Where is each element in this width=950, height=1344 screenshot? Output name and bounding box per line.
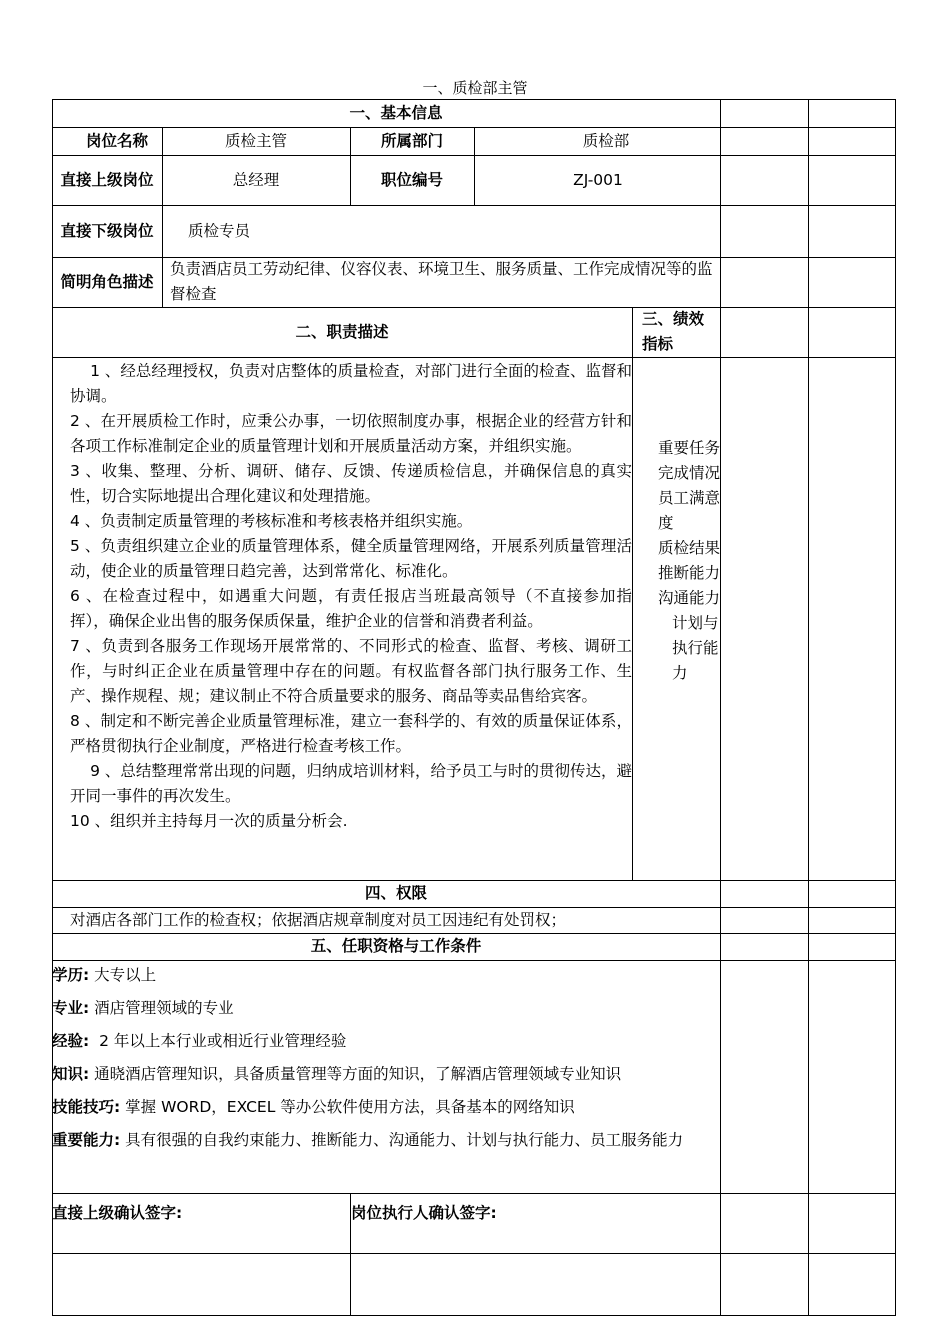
knowledge-label: 知识: (52, 1065, 90, 1083)
authority-heading: 四、权限 (364, 884, 427, 902)
duty-item: 9 、总结整理常常出现的问题，归纳成培训材料，给予员工与时的贯彻传达，避开同一事件的再次发生。 (70, 762, 632, 805)
education-row (52, 959, 714, 992)
kpi-item: 计划与执行能力 (672, 614, 719, 682)
kpi-item: 重要任务完成情况 (658, 439, 721, 482)
superior-signature-label: 直接上级确认签字: (52, 1204, 183, 1222)
superior-label: 直接上级岗位 (60, 170, 154, 189)
skills-value: 掌握 WORD，EXCEL 等办公软件使用方法，具备基本的网络知识 (125, 1098, 575, 1116)
role-value: 负责酒店员工劳动纪律、仪容仪表、环境卫生、服务质量、工作完成情况等的监督检查 (170, 260, 713, 303)
superior-value: 总经理 (232, 170, 280, 189)
duty-item: 2 、在开展质检工作时，应秉公办事，一切依照制度办事，根据企业的经营方针和各项工作标准制定企业的质量管理计划和开展质量活动方案，并组织实施。 (70, 412, 632, 455)
education-label: 学历: (52, 966, 90, 984)
major-row (52, 992, 714, 1025)
duty-item: 7 、负责到各服务工作现场开展常常的、不同形式的检查、监督、考核、调研工作，与时纠正企业在质量管理中存在的问题。有权监督各部门执行服务工作、生产、操作规程、规；建议制止不符合质量要求的服务、商品等卖品售给宾客。 (70, 637, 632, 705)
duty-item: 1 、经总经理授权，负责对店整体的质量检查，对部门进行全面的检查、监督和协调。 (70, 362, 632, 405)
qualification-heading: 五、任职资格与工作条件 (310, 937, 482, 955)
executor-signature-label: 岗位执行人确认签字: (351, 1204, 497, 1222)
kpi-list (642, 436, 720, 686)
kpi-heading: 三、绩效指标 (642, 310, 705, 353)
duties-heading: 二、职责描述 (295, 322, 389, 341)
duty-item: 5 、负责组织建立企业的质量管理体系，健全质量管理网络，开展系列质量管理活动，使企业的质量管理日趋完善，达到常常化、标准化。 (70, 537, 632, 580)
kpi-item: 沟通能力 (658, 589, 721, 607)
basic-info-heading: 一、基本信息 (349, 103, 443, 122)
role-label: 简明角色描述 (60, 272, 154, 291)
kpi-item: 推断能力 (658, 564, 721, 582)
kpi-item: 员工满意度 (658, 489, 721, 532)
code-label: 职位编号 (380, 170, 443, 189)
dept-label: 所属部门 (380, 131, 443, 150)
ability-label: 重要能力: (52, 1131, 121, 1149)
ability-row (52, 1124, 714, 1157)
post-name-label: 岗位名称 (85, 131, 148, 150)
knowledge-value: 通晓酒店管理知识，具备质量管理等方面的知识，了解酒店管理领域专业知识 (94, 1065, 622, 1083)
job-description-table (52, 99, 896, 1316)
duty-item: 8 、制定和不断完善企业质量管理标准，建立一套科学的、有效的质量保证体系，严格贯彻执行企业制度，严格进行检查考核工作。 (70, 712, 632, 755)
subordinate-value: 质检专员 (188, 221, 251, 240)
qualification-list (52, 959, 714, 1157)
ability-value: 具有很强的自我约束能力、推断能力、沟通能力、计划与执行能力、员工服务能力 (125, 1131, 684, 1149)
major-value: 酒店管理领域的专业 (94, 999, 234, 1017)
document-title: 一、质检部主管 (422, 79, 528, 97)
experience-row (52, 1025, 714, 1058)
skills-row (52, 1091, 714, 1124)
knowledge-row (52, 1058, 714, 1091)
kpi-item: 质检结果 (658, 539, 721, 557)
skills-label: 技能技巧: (52, 1098, 121, 1116)
major-label: 专业: (52, 999, 90, 1017)
experience-label: 经验: (52, 1032, 90, 1050)
duty-item: 3 、收集、整理、分析、调研、储存、反馈、传递质检信息，并确保信息的真实性，切合实际地提出合理化建议和处理措施。 (70, 462, 632, 505)
education-value: 大专以上 (94, 966, 157, 984)
experience-value: 2 年以上本行业或相近行业管理经验 (99, 1032, 347, 1050)
subordinate-label: 直接下级岗位 (60, 221, 154, 240)
code-value: ZJ-001 (573, 170, 623, 189)
authority-text: 对酒店各部门工作的检查权；依据酒店规章制度对员工因违纪有处罚权； (70, 910, 567, 929)
duty-item: 10 、组织并主持每月一次的质量分析会. (70, 812, 348, 830)
dept-value: 质检部 (582, 131, 630, 150)
duty-item: 4 、负责制定质量管理的考核标准和考核表格并组织实施。 (70, 512, 473, 530)
duties-list (70, 359, 632, 834)
post-name-value: 质检主管 (224, 131, 287, 150)
duty-item: 6 、在检查过程中，如遇重大问题，有责任报店当班最高领导（不直接参加指挥），确保企业出售的服务保质保量，维护企业的信誉和消费者利益。 (70, 587, 632, 630)
